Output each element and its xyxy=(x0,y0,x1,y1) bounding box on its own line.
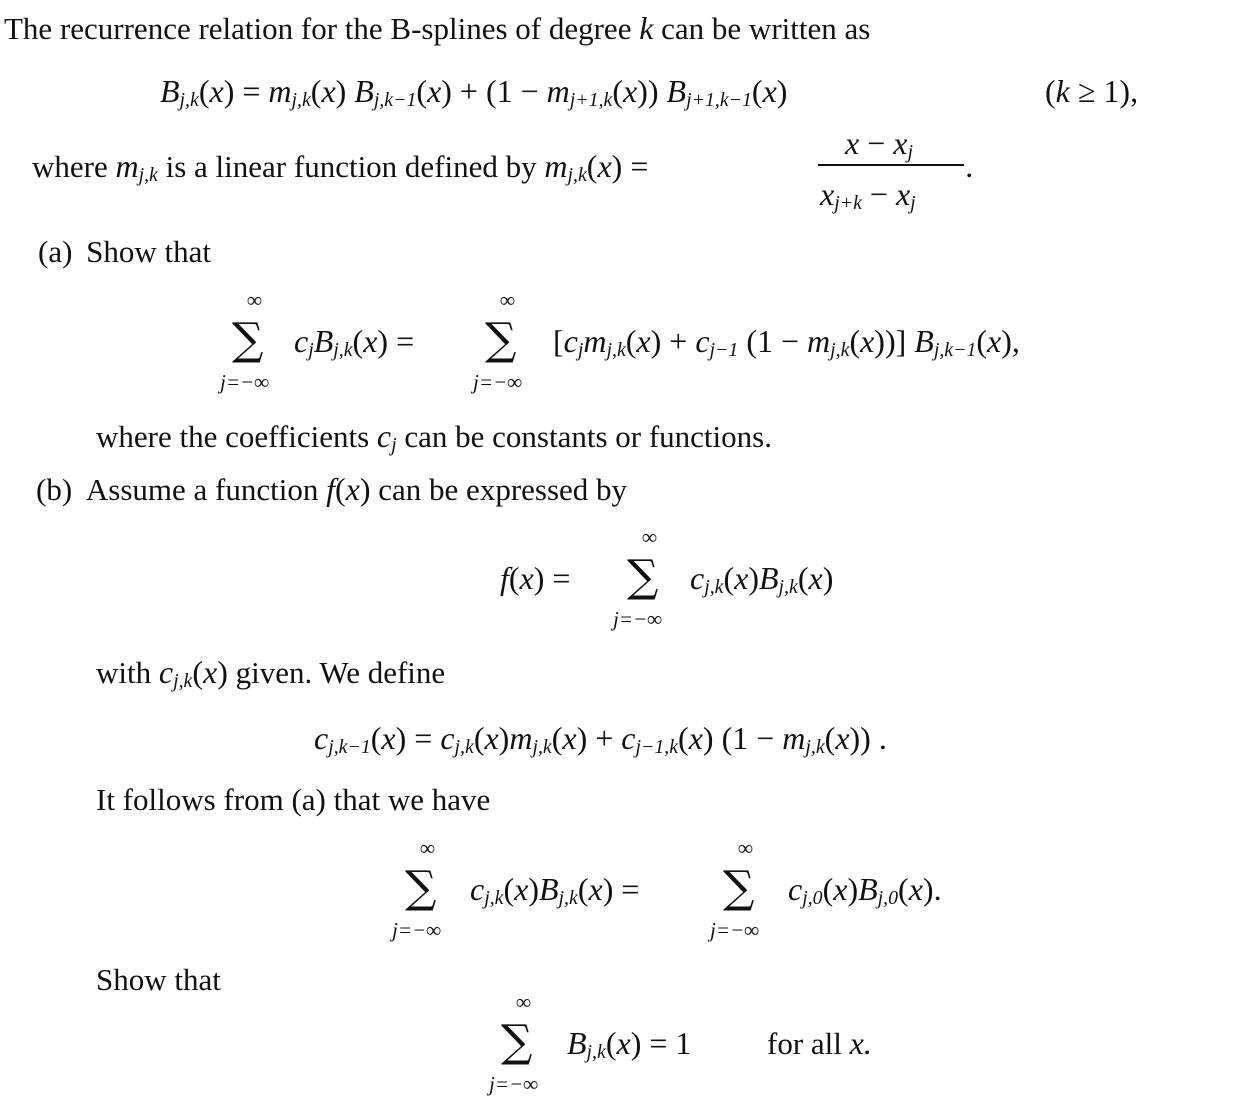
where-m-symbol: $m_{j,k}$ xyxy=(115,148,158,186)
intro-text-2: can be written as xyxy=(661,11,871,46)
with-c: $c_{j,k}(x)$ xyxy=(158,654,228,692)
sum-b-rhs-top: ∞ xyxy=(738,836,753,860)
note-text-2: can be constants or functions. xyxy=(404,419,772,454)
note-c-symbol: $c_j$ xyxy=(376,418,397,456)
intro-degree-k: k xyxy=(639,10,654,46)
part-b-heading xyxy=(36,473,627,505)
follows-text: It follows from (a) that we have xyxy=(96,782,491,817)
fraction-denominator: $x_{j+k} - x_j$ xyxy=(820,176,916,214)
intro-line xyxy=(4,12,870,44)
part-a-note xyxy=(96,418,772,456)
sum-b-lhs-bottom: j=−∞ xyxy=(392,918,442,942)
where-text: where xyxy=(32,149,108,184)
sum-b-lhs-sigma: ∑ xyxy=(405,862,437,913)
sum-final-bottom: j=−∞ xyxy=(489,1072,539,1096)
sum-f-sigma: ∑ xyxy=(627,551,659,602)
intro-text: The recurrence relation for the B-splines of degree xyxy=(4,11,632,46)
f-eq-lhs: f(x) = xyxy=(500,560,571,596)
sum-b-rhs-sigma: ∑ xyxy=(723,862,755,913)
part-a-label: (a) xyxy=(38,234,73,269)
sum-b-lhs-top: ∞ xyxy=(420,836,435,860)
definition-equation: $c_{j,k-1}(x) = c_{j,k}(x)m_{j,k}(x) + c_{j-1,k}(x) (1 - m_{j,k}(x))$ . xyxy=(314,720,887,758)
final-x: x. xyxy=(849,1025,872,1061)
recurrence-equation xyxy=(160,73,788,111)
sum-a-rhs-sigma: ∑ xyxy=(485,314,517,365)
sum-f-bottom: j=−∞ xyxy=(613,607,663,631)
sum-b-rhs-summand: $c_{j,0}(x)B_{j,0}(x)$. xyxy=(788,871,942,909)
sum-final-sigma: ∑ xyxy=(501,1016,533,1067)
fraction-period: . xyxy=(966,148,974,184)
where-m-line xyxy=(32,148,649,186)
final-summand: $B_{j,k}(x) = 1$ xyxy=(567,1025,692,1063)
where-m-lhs: $m_{j,k}(x)$ = xyxy=(544,148,649,186)
final-text xyxy=(767,1027,872,1059)
note-text: where the coefficients xyxy=(96,419,370,454)
sum-a-lhs-top: ∞ xyxy=(247,288,262,312)
part-b-text: Assume a function xyxy=(85,472,319,507)
sum-b-rhs-bottom: j=−∞ xyxy=(710,918,760,942)
part-a-text: Show that xyxy=(86,234,212,269)
sum-a-lhs-bottom: j=−∞ xyxy=(220,370,270,394)
show-that-text: Show that xyxy=(96,962,221,997)
sum-b-lhs-summand: $c_{j,k}(x)B_{j,k}(x)$ = xyxy=(470,871,640,909)
fraction-numerator: $x - x_j$ xyxy=(845,125,913,163)
f-summand: $c_{j,k}(x)B_{j,k}(x)$ xyxy=(690,560,834,598)
sum-a-lhs-summand: $c_jB_{j,k}(x)$ = xyxy=(294,323,415,361)
sum-final-top: ∞ xyxy=(516,990,531,1014)
with-text: with xyxy=(96,655,152,690)
final-for-all: for all xyxy=(767,1026,842,1061)
sum-a-rhs-bottom: j=−∞ xyxy=(473,370,523,394)
eq1-lhs: $B_{j,k}(x) = m_{j,k}(x) B_{j,k-1}(x) + (1 - m_{j+1,k}(x))$ $B_{j+1,k-1}(x)$ xyxy=(160,73,788,111)
sum-a-lhs-sigma: ∑ xyxy=(232,314,264,365)
with-text-2: given. We define xyxy=(235,655,446,690)
part-b-label: (b) xyxy=(36,472,73,507)
with-line xyxy=(96,654,446,692)
sum-a-rhs-top: ∞ xyxy=(500,288,515,312)
part-b-f: f(x) xyxy=(326,471,371,507)
fraction-bar xyxy=(818,164,964,166)
part-a-heading xyxy=(38,236,211,267)
eq1-condition: (k ≥ 1), xyxy=(1045,73,1139,109)
where-text-2: is a linear function defined by xyxy=(165,149,537,184)
part-b-text-2: can be expressed by xyxy=(378,472,628,507)
sum-f-top: ∞ xyxy=(642,525,657,549)
sum-a-rhs-summand: [$c_jm_{j,k}(x) + c_{j-1}$ $(1 - m_{j,k}(x))$] $B_{j,k-1}(x)$, xyxy=(553,323,1020,361)
